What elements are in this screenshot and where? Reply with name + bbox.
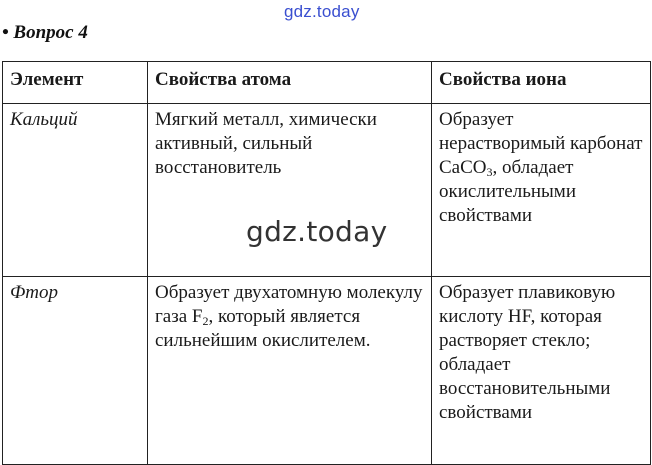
element-name-calcium: Кальций bbox=[3, 104, 148, 277]
header-ion-properties: Свойства иона bbox=[432, 62, 651, 104]
header-element: Элемент bbox=[3, 62, 148, 104]
formula-subscript: 2 bbox=[202, 314, 209, 328]
table-row bbox=[3, 104, 651, 277]
atom-text-start: Образует двухатомную молекулу газа F bbox=[155, 282, 423, 327]
header-atom-properties: Свойства атома bbox=[148, 62, 432, 104]
question-title: • Вопрос 4 bbox=[2, 22, 88, 43]
properties-table bbox=[2, 61, 651, 465]
table-row bbox=[3, 277, 651, 465]
watermark-top: gdz.today bbox=[284, 2, 360, 21]
ion-text-end: , обладает окислительными свойствами bbox=[439, 157, 576, 226]
ion-text-start: Образует нерастворимый карбонат CaCO bbox=[439, 109, 643, 178]
atom-properties-fluorine bbox=[148, 277, 432, 465]
atom-properties-calcium: Мягкий металл, химически активный, сильный восстановитель bbox=[148, 104, 432, 277]
element-name-fluorine: Фтор bbox=[3, 277, 148, 465]
ion-properties-calcium bbox=[432, 104, 651, 277]
ion-properties-fluorine: Образует плавиковую кислоту HF, которая растворяет стекло; обладает восстановительными свойствами bbox=[432, 277, 651, 465]
atom-text-end: , который является сильнейшим окислителем. bbox=[155, 306, 371, 351]
table-header-row bbox=[3, 62, 651, 104]
formula-subscript: 3 bbox=[486, 165, 493, 179]
watermark-middle: gdz.today bbox=[246, 215, 388, 248]
